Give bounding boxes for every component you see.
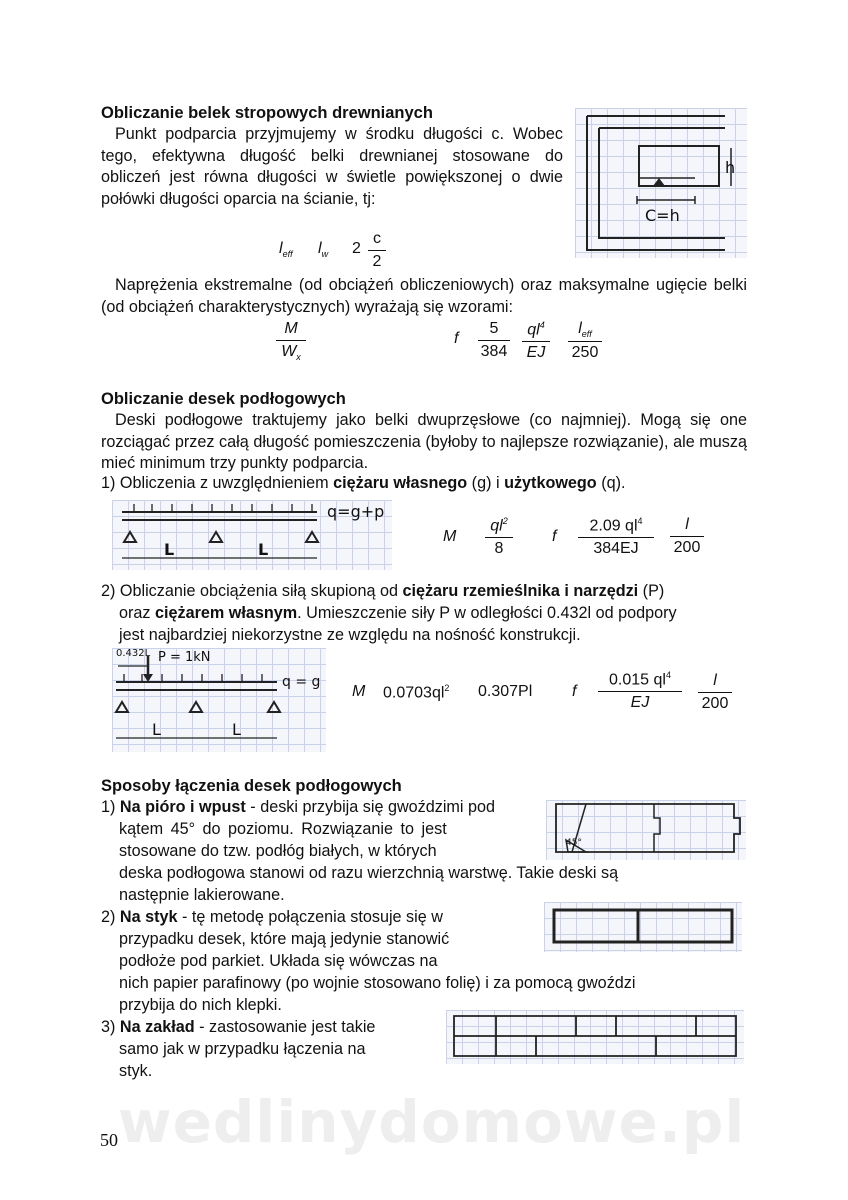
paragraph-beam-support: Punkt podparcia przyjmujemy w środku długości c. Wobec tego, efektywna długość belki drewnianej stosowane do obliczeń jest równa długości w świetle powiększonej o dwie połówki długości oparcia na ścianie, tj:	[101, 125, 563, 208]
section-heading-floor-boards: Obliczanie desek podłogowych	[101, 390, 346, 408]
item-2-line-1: 2) Obliczanie obciążenia siłą skupioną od ciężaru rzemieślnika i narzędzi (P)	[101, 582, 665, 600]
paragraph-stress-deflection: Naprężenia ekstremalne (od obciążeń obliczeniowych) oraz maksymalne ugięcie belki (od obciążeń charakterystycznych) wyrażają się wzorami:	[101, 276, 747, 316]
formula-f-frac1: 5 384	[478, 320, 510, 361]
method-2-line-5: przybija do nich klepki.	[119, 996, 282, 1014]
method-2-line-2: przypadku desek, które mają jedynie stanowić	[119, 930, 450, 948]
formula-sigma: M $W_x$	[276, 320, 306, 362]
method-2-line-1: 2) Na styk - tę metodę połączenia stosuje się w	[101, 908, 443, 926]
item-1-own-weight: 1) Obliczenia z uwzględnieniem ciężaru własnego (g) i użytkowego (q).	[101, 474, 626, 492]
formula-leff-lw: $l_w$	[318, 240, 329, 260]
formula-leff-lhs: $l_{eff}$	[279, 240, 293, 260]
label-span-1: L	[152, 720, 161, 739]
paragraph-floor-boards: Deski podłogowe traktujemy jako belki dwuprzęsłowe (co najmniej). Mogą się one rozciągać przez całą długość pomieszczenia (byłoby to najlepsze rozwiązanie), ale muszą mieć minimum trzy punkty podparcia.	[101, 411, 747, 472]
sketch-tongue-and-groove	[546, 800, 746, 860]
sketch-butt-joint	[544, 902, 742, 952]
formula-f-symbol: f	[454, 330, 459, 347]
formula2-f: f	[572, 683, 577, 700]
method-1-line-1: 1) Na pióro i wpust - deski przybija się gwoździmi pod	[101, 798, 496, 816]
formula2-term2: 0.307Pl	[478, 683, 533, 700]
section-heading-joining-methods: Sposoby łączenia desek podłogowych	[101, 777, 402, 795]
formula2-M: M	[352, 683, 366, 700]
label-load-g: q = g	[282, 674, 321, 690]
item-2-line-3: jest najbardziej niekorzystne ze względu na nośność konstrukcji.	[119, 626, 581, 644]
label-distance: 0.432L	[116, 648, 151, 659]
method-2-line-4: nich papier parafinowy (po wojnie stosowano folię) i za pomocą gwoździ	[119, 974, 636, 992]
formula1-f-frac: 2.09 $ql^4$ 384EJ	[578, 516, 654, 558]
formula-f-frac3: $l_{eff}$ 250	[568, 320, 602, 362]
formula-leff-fraction: c 2	[368, 230, 386, 271]
method-1-line-5: następnie lakierowane.	[119, 886, 285, 904]
label-c-equals-h: C=h	[645, 206, 680, 225]
label-load-q: q=g+p	[327, 502, 385, 521]
watermark: wedlinydomowe.pl	[118, 1088, 746, 1156]
formula-leff-coef: 2	[352, 240, 361, 257]
formula1-M: M	[443, 528, 457, 545]
section-heading-beams: Obliczanie belek stropowych drewnianych	[101, 104, 433, 122]
sketch-beam-support	[575, 108, 747, 258]
page-number: 50	[100, 1130, 118, 1150]
method-3-line-2: samo jak w przypadku łączenia na	[119, 1040, 366, 1058]
formula2-f-frac: 0.015 $ql^4$ EJ	[598, 670, 682, 712]
formula2-l-frac: l 200	[698, 672, 732, 713]
formula-f-frac2: $ql^4$ EJ	[522, 320, 550, 362]
method-2-line-3: podłoże pod parkiet. Układa się wówczas na	[119, 952, 438, 970]
label-span-1: L	[164, 540, 175, 559]
sketch-two-span-beam-point-load	[112, 648, 326, 752]
label-span-2: L	[232, 720, 241, 739]
method-1-line-2: kątem 45° do poziomu. Rozwiązanie to jest	[119, 820, 447, 838]
method-1-line-4: deska podłogowa stanowi od razu wierzchnią warstwę. Takie deski są	[119, 864, 619, 882]
formula1-f: f	[552, 528, 557, 545]
formula2-term1: $0.0703ql^2$	[383, 683, 450, 702]
method-3-line-3: styk.	[119, 1062, 153, 1080]
label-h: h	[725, 158, 736, 177]
label-span-2: L	[258, 540, 269, 559]
sketch-lap-joint	[446, 1010, 744, 1064]
method-3-line-1: 3) Na zakład - zastosowanie jest takie	[101, 1018, 376, 1036]
method-1-line-3: stosowane do tzw. podłóg białych, w których	[119, 842, 437, 860]
formula1-l-frac: l 200	[670, 516, 704, 557]
sketch-two-span-beam-uniform	[112, 500, 392, 570]
formula1-M-frac: $ql^2$ 8	[485, 516, 513, 558]
label-point-load: P = 1kN	[158, 650, 211, 665]
item-2-line-2: oraz ciężarem własnym. Umieszczenie siły P w odległości 0.432l od podpory	[119, 604, 677, 622]
label-angle: 45°	[566, 838, 582, 848]
